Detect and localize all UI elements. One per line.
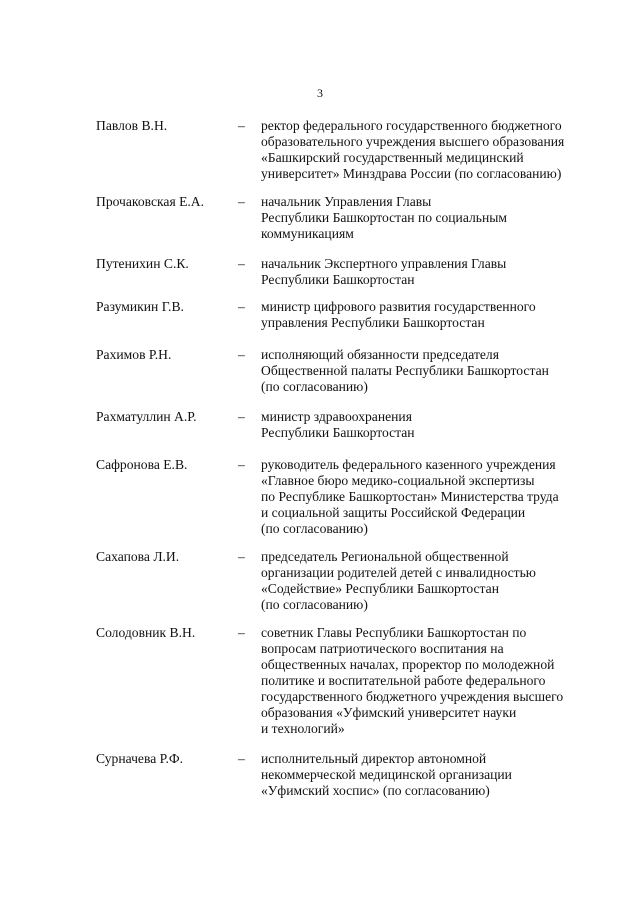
position-line: и социальной защиты Российской Федерации (261, 505, 526, 520)
member-name: Разумикин Г.В. (96, 299, 184, 314)
position-line: руководитель федерального казенного учреждения (261, 457, 556, 472)
position-line: «Главное бюро медико-социальной экспертизы (261, 473, 535, 488)
position-line: Общественной палаты Республики Башкортостан (261, 363, 549, 378)
position-line: Республики Башкортостан (261, 425, 415, 440)
position-line: образования «Уфимский университет науки (261, 705, 517, 720)
member-name: Прочаковская Е.А. (96, 194, 205, 209)
position-line: начальник Управления Главы (261, 194, 432, 209)
position-line: ректор федерального государственного бюджетного (261, 118, 562, 133)
position-line: организации родителей детей с инвалидностью (261, 565, 536, 580)
position-line: (по согласованию) (261, 597, 368, 612)
position-line: некоммерческой медицинской организации (261, 767, 512, 782)
position-line: государственного бюджетного учреждения высшего (261, 689, 564, 704)
separator-dash: – (238, 256, 245, 271)
member-position (261, 625, 591, 737)
member-position (261, 299, 591, 331)
position-line: «Уфимский хоспис» (по согласованию) (261, 783, 490, 798)
member-position (261, 347, 591, 395)
member-name: Сурначева Р.Ф. (96, 751, 184, 766)
member-name: Рахимов Р.Н. (96, 347, 172, 362)
position-line: коммуникациям (261, 226, 354, 241)
member-position (261, 118, 591, 182)
position-line: Республики Башкортостан по социальным (261, 210, 507, 225)
separator-dash: – (238, 299, 245, 314)
position-line: исполнительный директор автономной (261, 751, 487, 766)
position-line: Республики Башкортостан (261, 272, 415, 287)
position-line: и технологий» (261, 721, 345, 736)
member-position (261, 409, 591, 441)
separator-dash: – (238, 625, 245, 640)
separator-dash: – (238, 409, 245, 424)
position-line: университет» Минздрава России (по согласованию) (261, 166, 562, 181)
position-line: министр цифрового развития государственного (261, 299, 536, 314)
position-line: председатель Региональной общественной (261, 549, 509, 564)
separator-dash: – (238, 347, 245, 362)
member-name: Рахматуллин А.Р. (96, 409, 197, 424)
member-position (261, 194, 591, 242)
member-name: Павлов В.Н. (96, 118, 168, 133)
position-line: «Башкирский государственный медицинский (261, 150, 524, 165)
position-line: управления Республики Башкортостан (261, 315, 485, 330)
position-line: «Содействие» Республики Башкортостан (261, 581, 499, 596)
separator-dash: – (238, 457, 245, 472)
position-line: по Республике Башкортостан» Министерства труда (261, 489, 559, 504)
member-name: Сахапова Л.И. (96, 549, 180, 564)
member-position (261, 751, 591, 799)
position-line: министр здравоохранения (261, 409, 412, 424)
separator-dash: – (238, 118, 245, 133)
position-line: исполняющий обязанности председателя (261, 347, 499, 362)
position-line: (по согласованию) (261, 379, 368, 394)
position-line: советник Главы Республики Башкортостан по (261, 625, 527, 640)
member-name: Солодовник В.Н. (96, 625, 196, 640)
member-name: Сафронова Е.В. (96, 457, 188, 472)
separator-dash: – (238, 549, 245, 564)
position-line: общественных началах, проректор по молодежной (261, 657, 555, 672)
position-line: политике и воспитательной работе федерального (261, 673, 546, 688)
member-position (261, 457, 591, 537)
position-line: вопросам патриотического воспитания на (261, 641, 504, 656)
member-position (261, 256, 591, 288)
separator-dash: – (238, 751, 245, 766)
position-line: (по согласованию) (261, 521, 368, 536)
position-line: образовательного учреждения высшего образования (261, 134, 565, 149)
separator-dash: – (238, 194, 245, 209)
position-line: начальник Экспертного управления Главы (261, 256, 507, 271)
member-position (261, 549, 591, 613)
member-name: Путенихин С.К. (96, 256, 189, 271)
page-number: 3 (317, 86, 323, 100)
